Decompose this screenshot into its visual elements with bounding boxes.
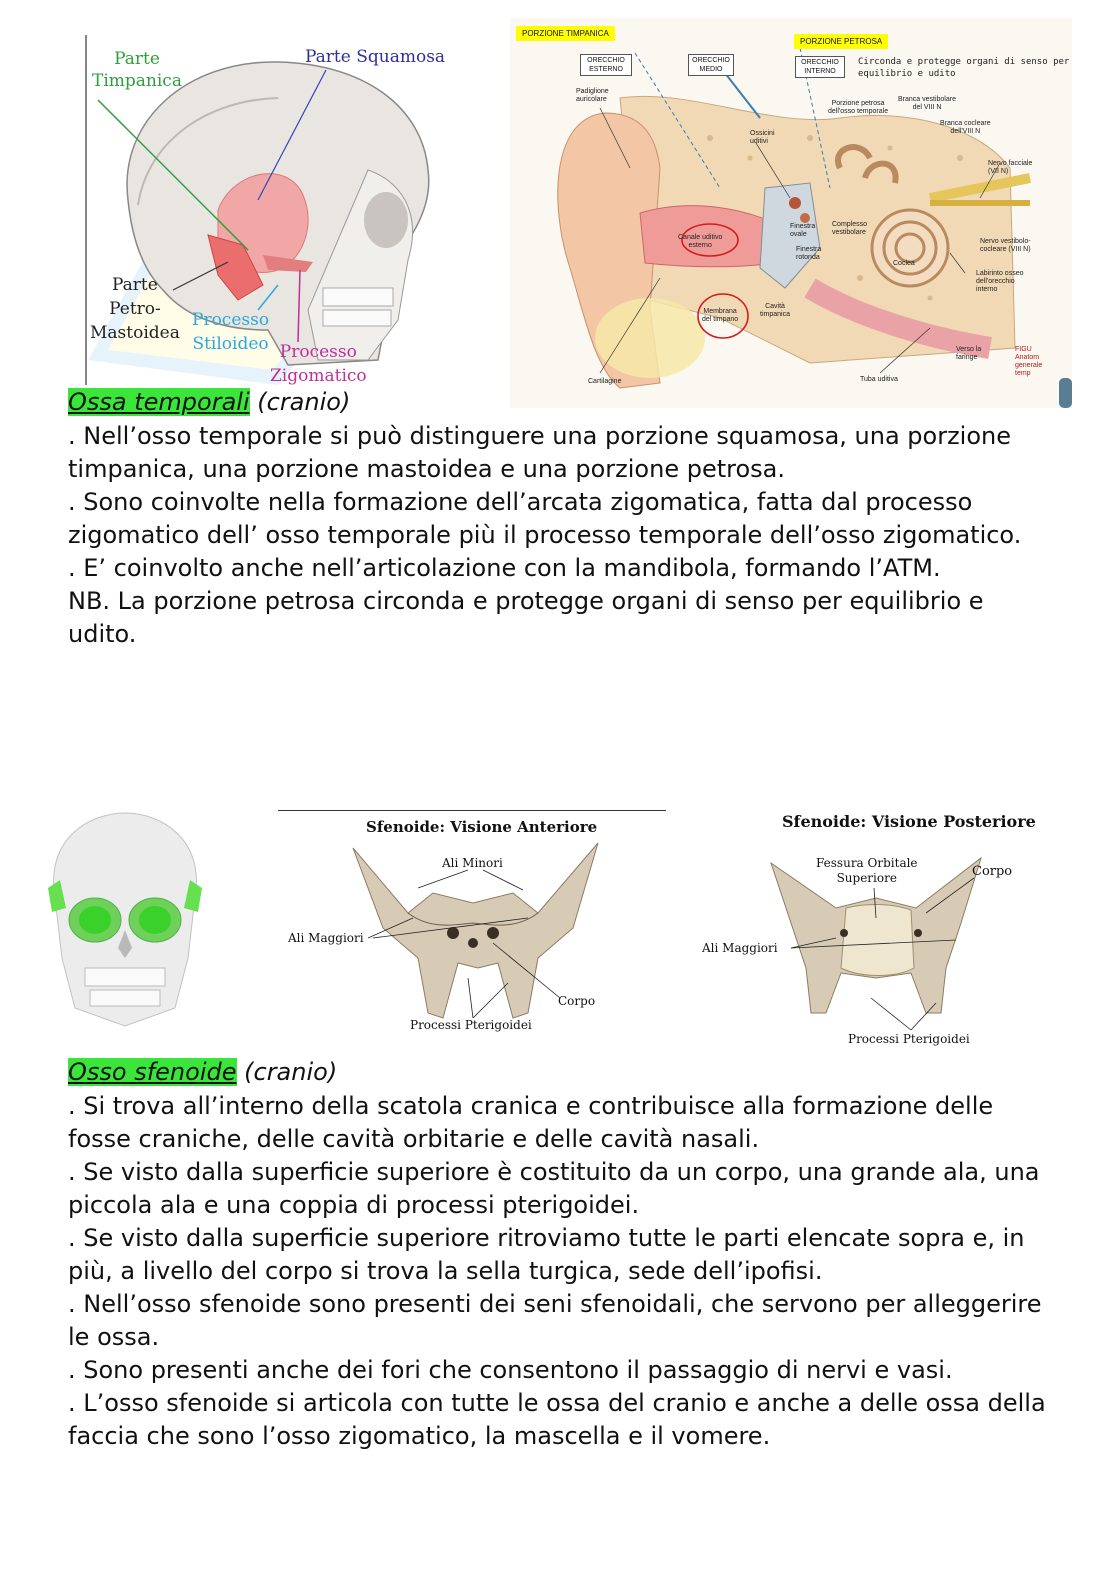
skull-front-figure <box>30 808 220 1033</box>
paragraph-line: . E’ coinvolto anche nell’articolazione con la mandibola, formando l’ATM. <box>68 554 941 582</box>
tag-porzione-timpanica: PORZIONE TIMPANICA <box>516 26 615 41</box>
note-circonda: Circonda e protegge organi di senso per equilibrio e udito <box>858 57 1070 79</box>
label-nervo-facciale: Nervo facciale (VII N) <box>988 160 1033 175</box>
label-ali-maggiori: Ali Maggiori <box>288 931 364 945</box>
section-body-ossa-temporali <box>68 420 1058 651</box>
label-padiglione: Padiglione auricolare <box>576 88 609 103</box>
title-rest: (cranio) <box>249 388 351 416</box>
box-orecchio-medio: ORECCHIO MEDIO <box>688 54 734 76</box>
top-rule <box>278 810 666 811</box>
skull-front-illustration <box>30 808 220 1033</box>
label-labirinto-osseo: Labirinto osseo dell'orecchio interno <box>976 270 1024 293</box>
sphenoid-posterior-figure <box>696 808 1066 1053</box>
title-highlight: Ossa temporali <box>68 388 250 416</box>
label-membrana-timpano: Membrana del timpano <box>702 308 739 323</box>
label-branca-vestibolare: Branca vestibolare del VIII N <box>898 96 956 111</box>
paragraph-line: . Sono coinvolte nella formazione dell’arcata zigomatica, fatta dal processo zigomatico dell’ osso temporale più il processo temporale dell’osso zigomatico. <box>68 488 1022 549</box>
label-processi-pterigoidei: Processi Pterigoidei <box>410 1018 532 1032</box>
paragraph-line: NB. La porzione petrosa circonda e protegge organi di senso per equilibrio e udito. <box>68 587 984 648</box>
title-rest: (cranio) <box>236 1058 338 1086</box>
label-parte-petro-mastoidea: Parte Petro- Mastoidea <box>90 275 180 343</box>
label-parte-timpanica: Parte Timpanica <box>92 49 182 91</box>
label-ali-minori: Ali Minori <box>442 856 503 870</box>
paragraph-line: . Sono presenti anche dei fori che consentono il passaggio di nervi e vasi. <box>68 1356 953 1384</box>
label-corpo: Corpo <box>972 864 1013 879</box>
paragraph-line: . Se visto dalla superficie superiore ritroviamo tutte le parti elencate sopra e, in più, a livello del corpo si trova la sella turgica, sede dell’ipofisi. <box>68 1224 1025 1285</box>
label-corpo: Corpo <box>558 994 596 1008</box>
label-verso-faringe: Verso la faringe <box>956 346 982 361</box>
label-processo-zigomatico: Processo Zigomatico <box>270 342 367 386</box>
label-processi-pterigoidei: Processi Pterigoidei <box>848 1032 970 1046</box>
label-fessura-orbitale: Fessura Orbitale Superiore <box>816 856 918 885</box>
paragraph-line: . Se visto dalla superficie superiore è costituito da un corpo, una grande ala, una piccola ala e una coppia di processi pterigoidei. <box>68 1158 1040 1219</box>
label-cartilagine: Cartilagine <box>588 378 622 385</box>
label-coclea: Coclea <box>893 260 915 267</box>
anterior-title: Sfenoide: Visione Anteriore <box>366 818 598 836</box>
label-nervo-vestibolo-cocleare: Nervo vestibolo- cocleare (VIII N) <box>980 238 1031 253</box>
label-cavita-timpanica: Cavità timpanica <box>760 303 790 318</box>
section-title-osso-sfenoide <box>68 1058 337 1086</box>
box-orecchio-interno: ORECCHIO INTERNO <box>795 56 845 78</box>
label-processo-stiloideo: Processo Stiloideo <box>192 310 270 354</box>
label-ali-maggiori: Ali Maggiori <box>702 941 778 955</box>
label-porzione-petrosa-osso: Porzione petrosa dell'osso temporale <box>828 100 889 115</box>
paragraph-line: . Nell’osso sfenoide sono presenti dei seni sfenoidali, che servono per alleggerire le ossa. <box>68 1290 1042 1351</box>
temporal-bone-figure <box>68 30 488 390</box>
label-canale-uditivo: Canale uditivo esterno <box>678 234 723 249</box>
sphenoid-posterior-illustration <box>696 808 1066 1053</box>
title-highlight: Osso sfenoide <box>68 1058 237 1086</box>
label-finestra-ovale: Finestra ovale <box>790 223 816 238</box>
posterior-title: Sfenoide: Visione Posteriore <box>782 812 1036 831</box>
paragraph-line: . Nell’osso temporale si può distinguere una porzione squamosa, una porzione timpanica, una porzione mastoidea e una porzione petrosa. <box>68 422 1012 483</box>
paragraph-line: . L’osso sfenoide si articola con tutte le ossa del cranio e anche a delle ossa della faccia che sono l’osso zigomatico, la mascella e il vomere. <box>68 1389 1046 1450</box>
label-ossicini: Ossicini uditivi <box>750 130 775 145</box>
label-finestra-rotonda: Finestra rotonda <box>796 246 822 261</box>
label-figura: FIGU Anatom generale temp <box>1015 346 1043 377</box>
label-branca-cocleare: Branca cocleare dell'VIII N <box>940 120 991 135</box>
sphenoid-anterior-illustration <box>278 808 666 1038</box>
paragraph-line: . Si trova all’interno della scatola cranica e contribuisce alla formazione delle fosse craniche, delle cavità orbitarie e delle cavità nasali. <box>68 1092 994 1153</box>
label-complesso-vestibolare: Complesso vestibolare <box>832 221 868 236</box>
label-tuba-uditiva: Tuba uditiva <box>860 376 898 383</box>
section-body-osso-sfenoide <box>68 1090 1058 1453</box>
section-title-ossa-temporali <box>68 388 350 416</box>
label-parte-squamosa: Parte Squamosa <box>305 47 446 67</box>
sphenoid-anterior-figure <box>278 808 666 1038</box>
tag-porzione-petrosa: PORZIONE PETROSA <box>794 34 888 49</box>
ear-anatomy-figure <box>510 18 1072 408</box>
box-orecchio-esterno: ORECCHIO ESTERNO <box>580 54 632 76</box>
